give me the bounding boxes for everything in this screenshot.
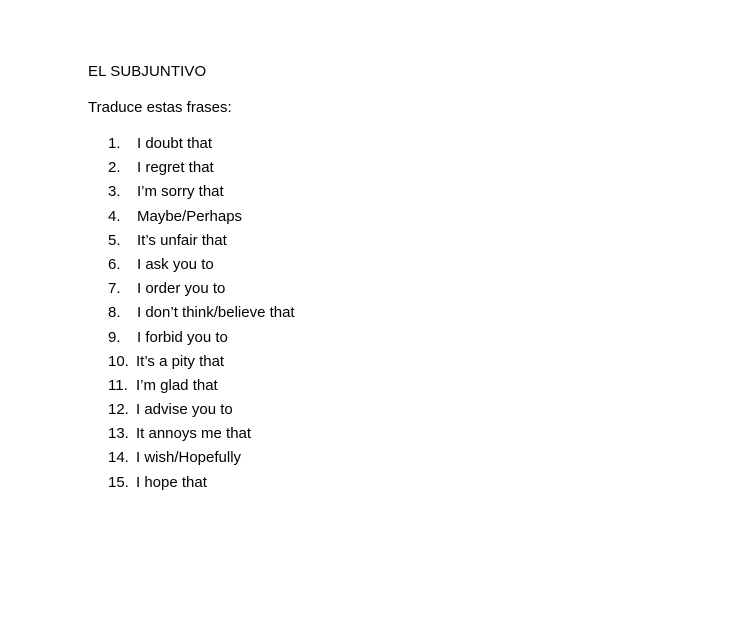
list-item-text: I regret that bbox=[137, 159, 214, 177]
list-item bbox=[108, 183, 295, 207]
list-item-text: I’m sorry that bbox=[137, 183, 224, 201]
sentence-list bbox=[108, 135, 295, 498]
list-item bbox=[108, 208, 295, 232]
document-title: EL SUBJUNTIVO bbox=[88, 63, 207, 80]
list-item-text: I don’t think/believe that bbox=[137, 304, 295, 322]
list-item bbox=[108, 377, 295, 401]
list-item-number: 8. bbox=[108, 304, 121, 322]
list-item-text: It’s a pity that bbox=[136, 352, 225, 370]
list-item bbox=[108, 329, 295, 353]
list-item-number: 4. bbox=[108, 207, 121, 225]
list-item-text: I doubt that bbox=[137, 135, 213, 152]
list-item-text: I wish/Hopefully bbox=[136, 449, 242, 467]
list-item bbox=[108, 474, 295, 498]
list-item bbox=[108, 304, 295, 328]
list-item-number: 14. bbox=[108, 449, 129, 467]
list-item bbox=[108, 401, 295, 425]
list-item-text: I forbid you to bbox=[137, 328, 228, 346]
list-item bbox=[108, 232, 295, 256]
list-item-number: 7. bbox=[108, 280, 121, 298]
list-item bbox=[108, 135, 295, 159]
list-item-text: It annoys me that bbox=[136, 425, 252, 443]
list-item-number: 9. bbox=[108, 328, 121, 346]
list-item-text: Maybe/Perhaps bbox=[137, 207, 243, 225]
list-item-number: 11. bbox=[108, 376, 128, 394]
list-item-number: 3. bbox=[108, 183, 121, 201]
list-item-number: 1. bbox=[108, 135, 121, 152]
list-item-number: 2. bbox=[108, 159, 121, 177]
list-item-number: 12. bbox=[108, 401, 129, 419]
list-item-number: 15. bbox=[108, 473, 129, 491]
list-item bbox=[108, 353, 295, 377]
list-item-text: I’m glad that bbox=[136, 376, 218, 394]
list-item bbox=[108, 280, 295, 304]
list-item-text: I hope that bbox=[136, 473, 207, 491]
instruction-text: Traduce estas frases: bbox=[88, 99, 232, 116]
list-item-number: 10. bbox=[108, 352, 129, 370]
list-item bbox=[108, 159, 295, 183]
list-item bbox=[108, 449, 295, 473]
list-item-number: 13. bbox=[108, 425, 129, 443]
list-item-number: 5. bbox=[108, 231, 121, 249]
list-item-text: I order you to bbox=[137, 280, 226, 298]
list-item-number: 6. bbox=[108, 255, 121, 273]
list-item bbox=[108, 256, 295, 280]
list-item-text: I advise you to bbox=[136, 401, 233, 419]
list-item bbox=[108, 425, 295, 449]
list-item-text: It’s unfair that bbox=[137, 231, 227, 249]
list-item-text: I ask you to bbox=[137, 255, 214, 273]
